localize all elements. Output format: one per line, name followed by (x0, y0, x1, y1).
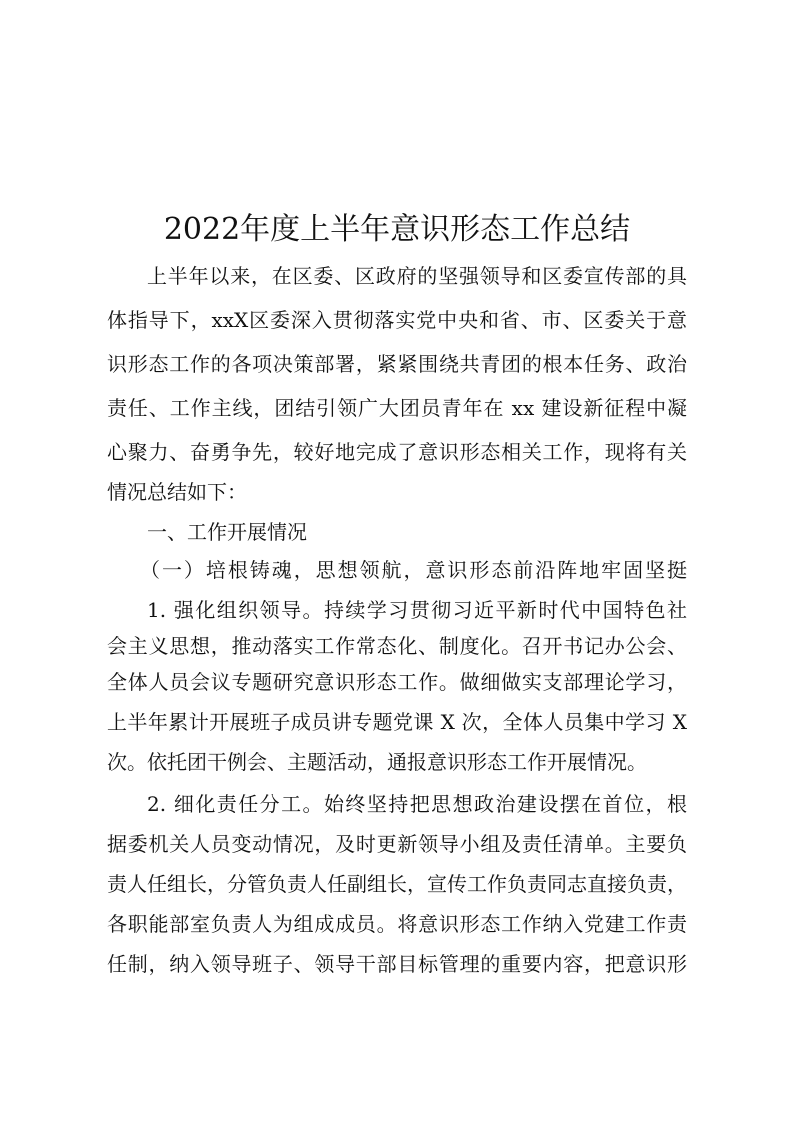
paragraph-line: 各职能部室负责人为组成成员。将意识形态工作纳入党建工作责 (107, 912, 687, 936)
paragraph-line: 全体人员会议专题研究意识形态工作。做细做实支部理论学习， (107, 670, 687, 694)
paragraph-line: 会主义思想，推动落实工作常态化、制度化。召开书记办公会、 (107, 634, 687, 658)
paragraph-line: 责人任组长，分管负责人任副组长，宣传工作负责同志直接负责， (107, 872, 687, 896)
paragraph-line: 2. 细化责任分工。始终坚持把思想政治建设摆在首位，根 (147, 792, 687, 816)
paragraph-line: 上半年累计开展班子成员讲专题党课 X 次，全体人员集中学习 X (107, 710, 687, 734)
subsection-heading: （一）培根铸魂，思想领航，意识形态前沿阵地牢固坚挺 (140, 558, 687, 582)
section-heading: 一、工作开展情况 (147, 520, 307, 544)
paragraph-line: 上半年以来，在区委、区政府的坚强领导和区委宣传部的具 (147, 264, 687, 288)
paragraph-line: 心聚力、奋勇争先，较好地完成了意识形态相关工作，现将有关 (107, 440, 687, 464)
paragraph-line: 1. 强化组织领导。持续学习贯彻习近平新时代中国特色社 (147, 598, 687, 622)
paragraph-line: 据委机关人员变动情况，及时更新领导小组及责任清单。主要负 (107, 832, 687, 856)
paragraph-line: 责任、工作主线，团结引领广大团员青年在 xx 建设新征程中凝 (107, 396, 687, 420)
paragraph-line: 体指导下，xxX区委深入贯彻落实党中央和省、市、区委关于意 (107, 308, 687, 332)
paragraph-line: 次。依托团干例会、主题活动，通报意识形态工作开展情况。 (107, 750, 647, 774)
paragraph-line: 情况总结如下： (107, 480, 247, 504)
paragraph-line: 任制，纳入领导班子、领导干部目标管理的重要内容，把意识形 (107, 952, 687, 976)
paragraph-line: 识形态工作的各项决策部署，紧紧围绕共青团的根本任务、政治 (107, 352, 687, 376)
document-title: 2022年度上半年意识形态工作总结 (163, 212, 631, 247)
